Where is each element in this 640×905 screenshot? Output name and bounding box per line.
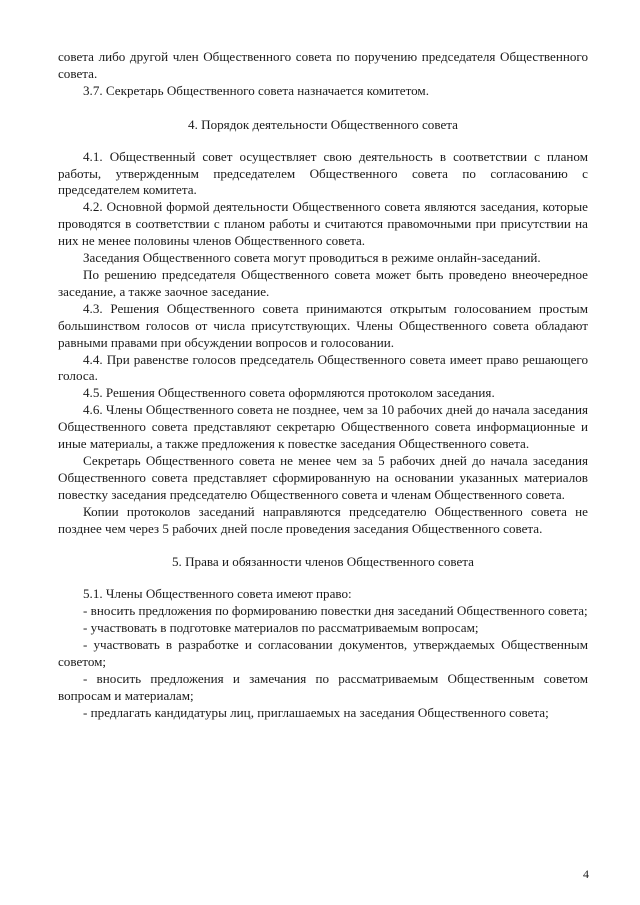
list-item-material-preparation: - участвовать в подготовке материалов по рассматриваемым вопросам; [83,620,479,636]
paragraph-5-1: 5.1. Члены Общественного совета имеют право: [83,586,352,602]
paragraph-4-5: 4.5. Решения Общественного совета оформляются протоколом заседания. [83,385,495,401]
paragraph-4-3: 4.3. Решения Общественного совета принимаются открытым голосованием простым большинством голосов от числа присутствующих. Члены Общественного совета обладают равными правами при обсуждении вопросов и голосовании. [58,300,588,350]
paragraph-secretary-agenda: Секретарь Общественного совета не менее чем за 5 рабочих дней до начала заседания Общественного совета представляет сформированную на основании указанных материалов повестку заседания председателю Общественного совета и членам Общественного совета. [58,452,588,502]
paragraph-4-2: 4.2. Основной формой деятельности Общественного совета являются заседания, которые проводятся в соответствии с планом работы и считаются правомочными при присутствии на них не менее половины членов Общественного совета. [58,199,588,249]
paragraph-online-meetings: Заседания Общественного совета могут проводиться в режиме онлайн-заседаний. [83,250,541,266]
section-5-heading: 5. Права и обязанности членов Общественного совета [171,554,474,570]
paragraph-4-1: 4.1. Общественный совет осуществляет свою деятельность в соответствии с планом работы, утвержденным председателем Общественного совета по согласованию с председателем комитета. [58,148,588,198]
list-item-agenda-proposals: - вносить предложения по формированию повестки дня заседаний Общественного совета; [83,603,588,619]
document-body [58,49,588,722]
paragraph-extraordinary-meeting: По решению председателя Общественного совета может быть проведено внеочередное заседание, а также заочное заседание. [58,266,588,299]
paragraph-4-4: 4.4. При равенстве голосов председатель Общественного совета имеет право решающего голоса. [58,351,588,384]
list-item-document-development: - участвовать в разработке и согласовании документов, утверждаемых Общественным советом; [58,637,588,669]
list-item-remarks: - вносить предложения и замечания по рассматриваемым Общественным советом вопросам и материалам; [58,670,588,703]
paragraph-continuation: совета либо другой член Общественного совета по поручению председателя Общественного совета. [58,49,588,81]
paragraph-3-7: 3.7. Секретарь Общественного совета назначается комитетом. [83,82,429,98]
page-number: 4 [583,867,589,881]
section-4-heading: 4. Порядок деятельности Общественного совета [188,116,458,132]
list-item-candidates: - предлагать кандидатуры лиц, приглашаемых на заседания Общественного совета; [83,704,549,720]
paragraph-4-6: 4.6. Члены Общественного совета не позднее, чем за 10 рабочих дней до начала заседания Общественного совета представляют секретарю Общественного совета информационные и иные материалы, а также предложения к повестке заседания Общественного совета. [58,402,588,452]
paragraph-protocol-copies: Копии протоколов заседаний направляются председателю Общественного совета не позднее чем через 5 рабочих дней после проведения заседания Общественного совета. [58,503,588,536]
